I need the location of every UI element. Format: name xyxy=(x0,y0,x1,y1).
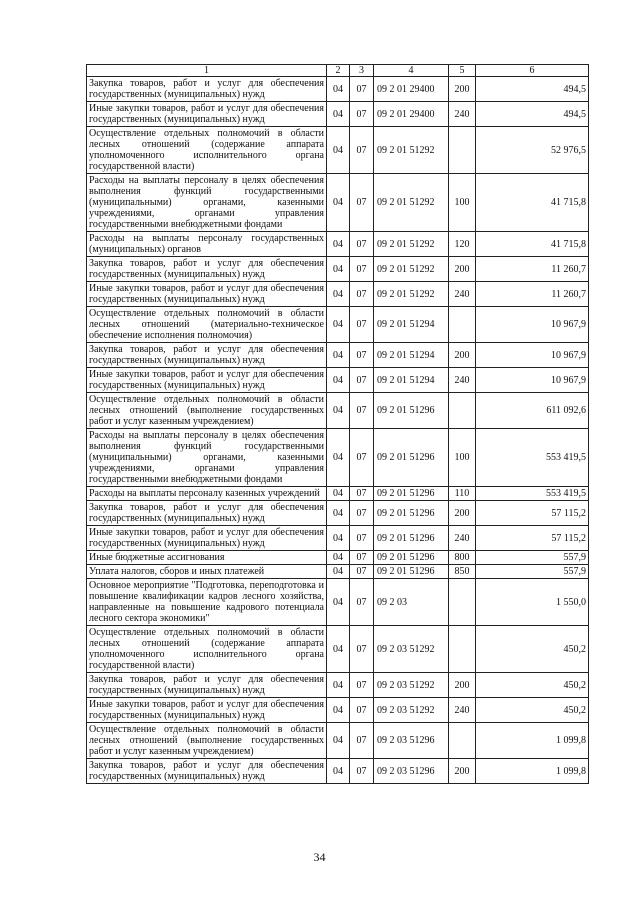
row-expense-type-cell: 200 xyxy=(449,77,476,102)
row-section-cell: 04 xyxy=(327,393,350,429)
page-number: 34 xyxy=(313,850,326,864)
row-section-cell: 04 xyxy=(327,257,350,282)
row-section-cell: 04 xyxy=(327,343,350,368)
table-row xyxy=(87,759,589,784)
row-target-article-cell: 09 2 01 51292 xyxy=(374,282,449,307)
row-subsection-cell: 07 xyxy=(350,673,374,698)
row-name-cell: Закупка товаров, работ и услуг для обеспечения государственных (муниципальных) нужд xyxy=(87,77,327,102)
column-header: 3 xyxy=(350,65,374,77)
table-row xyxy=(87,487,589,501)
row-section-cell: 04 xyxy=(327,565,350,579)
row-amount-cell: 450,2 xyxy=(476,698,589,723)
row-expense-type-cell xyxy=(449,393,476,429)
row-expense-type-cell: 200 xyxy=(449,257,476,282)
table-row xyxy=(87,551,589,565)
row-subsection-cell: 07 xyxy=(350,626,374,673)
row-subsection-cell: 07 xyxy=(350,579,374,626)
row-subsection-cell: 07 xyxy=(350,501,374,526)
row-amount-cell: 11 260,7 xyxy=(476,282,589,307)
row-subsection-cell: 07 xyxy=(350,343,374,368)
table-row xyxy=(87,393,589,429)
row-section-cell: 04 xyxy=(327,526,350,551)
table-row xyxy=(87,232,589,257)
row-section-cell: 04 xyxy=(327,698,350,723)
row-name-cell: Иные закупки товаров, работ и услуг для обеспечения государственных (муниципальных) нужд xyxy=(87,526,327,551)
row-target-article-cell: 09 2 01 51296 xyxy=(374,526,449,551)
row-target-article-cell: 09 2 03 51296 xyxy=(374,759,449,784)
table-row xyxy=(87,698,589,723)
row-target-article-cell: 09 2 01 51294 xyxy=(374,307,449,343)
table-row xyxy=(87,102,589,127)
row-name-cell: Основное мероприятие "Подготовка, переподготовка и повышение квалификации кадров лесного хозяйства, направленные на повышение кадрового потенциала лесного сектора экономики" xyxy=(87,579,327,626)
column-header: 6 xyxy=(476,65,589,77)
row-expense-type-cell xyxy=(449,626,476,673)
table-row xyxy=(87,673,589,698)
row-target-article-cell: 09 2 03 51292 xyxy=(374,626,449,673)
row-expense-type-cell: 100 xyxy=(449,174,476,232)
row-target-article-cell: 09 2 01 51294 xyxy=(374,368,449,393)
row-subsection-cell: 07 xyxy=(350,282,374,307)
row-subsection-cell: 07 xyxy=(350,723,374,759)
row-subsection-cell: 07 xyxy=(350,77,374,102)
row-expense-type-cell: 240 xyxy=(449,698,476,723)
row-section-cell: 04 xyxy=(327,723,350,759)
row-subsection-cell: 07 xyxy=(350,759,374,784)
table-row xyxy=(87,501,589,526)
table-row xyxy=(87,565,589,579)
row-name-cell: Осуществление отдельных полномочий в области лесных отношений (выполнение государственных работ и услуг казенным учреждением) xyxy=(87,723,327,759)
row-expense-type-cell: 200 xyxy=(449,501,476,526)
row-amount-cell: 611 092,6 xyxy=(476,393,589,429)
row-amount-cell: 1 099,8 xyxy=(476,723,589,759)
column-header: 2 xyxy=(327,65,350,77)
row-target-article-cell: 09 2 01 51292 xyxy=(374,127,449,174)
row-subsection-cell: 07 xyxy=(350,698,374,723)
row-section-cell: 04 xyxy=(327,501,350,526)
row-amount-cell: 10 967,9 xyxy=(476,307,589,343)
row-section-cell: 04 xyxy=(327,282,350,307)
row-name-cell: Закупка товаров, работ и услуг для обеспечения государственных (муниципальных) нужд xyxy=(87,501,327,526)
row-expense-type-cell: 240 xyxy=(449,102,476,127)
table-row xyxy=(87,343,589,368)
table-row xyxy=(87,174,589,232)
row-section-cell: 04 xyxy=(327,307,350,343)
row-section-cell: 04 xyxy=(327,487,350,501)
row-subsection-cell: 07 xyxy=(350,102,374,127)
row-section-cell: 04 xyxy=(327,579,350,626)
row-name-cell: Уплата налогов, сборов и иных платежей xyxy=(87,565,327,579)
row-subsection-cell: 07 xyxy=(350,565,374,579)
row-name-cell: Осуществление отдельных полномочий в области лесных отношений (выполнение государственных работ и услуг казенным учреждением) xyxy=(87,393,327,429)
row-amount-cell: 450,2 xyxy=(476,626,589,673)
row-amount-cell: 553 419,5 xyxy=(476,429,589,487)
row-target-article-cell: 09 2 03 51292 xyxy=(374,698,449,723)
row-section-cell: 04 xyxy=(327,174,350,232)
row-target-article-cell: 09 2 03 xyxy=(374,579,449,626)
row-section-cell: 04 xyxy=(327,673,350,698)
row-name-cell: Осуществление отдельных полномочий в области лесных отношений (материально-техническое обеспечение исполнения полномочия) xyxy=(87,307,327,343)
row-name-cell: Расходы на выплаты персоналу государственных (муниципальных) органов xyxy=(87,232,327,257)
column-header: 1 xyxy=(87,65,327,77)
row-target-article-cell: 09 2 01 29400 xyxy=(374,77,449,102)
row-subsection-cell: 07 xyxy=(350,551,374,565)
row-amount-cell: 10 967,9 xyxy=(476,343,589,368)
column-header: 4 xyxy=(374,65,449,77)
budget-table xyxy=(86,64,589,784)
row-target-article-cell: 09 2 01 51292 xyxy=(374,174,449,232)
row-amount-cell: 41 715,8 xyxy=(476,174,589,232)
row-expense-type-cell: 110 xyxy=(449,487,476,501)
row-name-cell: Осуществление отдельных полномочий в области лесных отношений (содержание аппарата уполномоченного исполнительного органа государственной власти) xyxy=(87,127,327,174)
row-amount-cell: 10 967,9 xyxy=(476,368,589,393)
row-expense-type-cell: 800 xyxy=(449,551,476,565)
row-expense-type-cell: 240 xyxy=(449,526,476,551)
row-amount-cell: 494,5 xyxy=(476,77,589,102)
row-expense-type-cell: 850 xyxy=(449,565,476,579)
row-target-article-cell: 09 2 03 51292 xyxy=(374,673,449,698)
row-name-cell: Иные бюджетные ассигнования xyxy=(87,551,327,565)
row-expense-type-cell: 100 xyxy=(449,429,476,487)
row-section-cell: 04 xyxy=(327,551,350,565)
row-section-cell: 04 xyxy=(327,626,350,673)
row-name-cell: Иные закупки товаров, работ и услуг для обеспечения государственных (муниципальных) нужд xyxy=(87,698,327,723)
row-target-article-cell: 09 2 01 29400 xyxy=(374,102,449,127)
row-target-article-cell: 09 2 01 51296 xyxy=(374,551,449,565)
row-target-article-cell: 09 2 01 51294 xyxy=(374,343,449,368)
row-subsection-cell: 07 xyxy=(350,487,374,501)
row-subsection-cell: 07 xyxy=(350,393,374,429)
row-name-cell: Расходы на выплаты персоналу казенных учреждений xyxy=(87,487,327,501)
row-section-cell: 04 xyxy=(327,102,350,127)
table-row xyxy=(87,368,589,393)
row-subsection-cell: 07 xyxy=(350,368,374,393)
row-target-article-cell: 09 2 01 51292 xyxy=(374,232,449,257)
row-amount-cell: 1 099,8 xyxy=(476,759,589,784)
row-section-cell: 04 xyxy=(327,77,350,102)
table-row xyxy=(87,526,589,551)
table-row xyxy=(87,723,589,759)
row-name-cell: Закупка товаров, работ и услуг для обеспечения государственных (муниципальных) нужд xyxy=(87,759,327,784)
row-expense-type-cell: 200 xyxy=(449,343,476,368)
row-name-cell: Закупка товаров, работ и услуг для обеспечения государственных (муниципальных) нужд xyxy=(87,257,327,282)
table-row xyxy=(87,77,589,102)
row-expense-type-cell: 120 xyxy=(449,232,476,257)
row-amount-cell: 494,5 xyxy=(476,102,589,127)
row-subsection-cell: 07 xyxy=(350,307,374,343)
row-target-article-cell: 09 2 03 51296 xyxy=(374,723,449,759)
row-target-article-cell: 09 2 01 51296 xyxy=(374,487,449,501)
row-amount-cell: 553 419,5 xyxy=(476,487,589,501)
row-section-cell: 04 xyxy=(327,127,350,174)
row-target-article-cell: 09 2 01 51296 xyxy=(374,429,449,487)
row-section-cell: 04 xyxy=(327,429,350,487)
row-amount-cell: 557,9 xyxy=(476,565,589,579)
table-row xyxy=(87,282,589,307)
row-subsection-cell: 07 xyxy=(350,526,374,551)
table-body xyxy=(87,65,589,784)
row-subsection-cell: 07 xyxy=(350,232,374,257)
column-header: 5 xyxy=(449,65,476,77)
table-row xyxy=(87,307,589,343)
row-target-article-cell: 09 2 01 51296 xyxy=(374,501,449,526)
row-target-article-cell: 09 2 01 51292 xyxy=(374,257,449,282)
row-name-cell: Закупка товаров, работ и услуг для обеспечения государственных (муниципальных) нужд xyxy=(87,343,327,368)
row-name-cell: Иные закупки товаров, работ и услуг для обеспечения государственных (муниципальных) нужд xyxy=(87,102,327,127)
row-name-cell: Расходы на выплаты персоналу в целях обеспечения выполнения функций государственными (муниципальными) органами, казенными учреждениями, органами управления государственными внебюджетными фондами xyxy=(87,429,327,487)
row-amount-cell: 557,9 xyxy=(476,551,589,565)
row-section-cell: 04 xyxy=(327,759,350,784)
row-expense-type-cell xyxy=(449,723,476,759)
row-amount-cell: 57 115,2 xyxy=(476,501,589,526)
row-expense-type-cell xyxy=(449,307,476,343)
row-name-cell: Расходы на выплаты персоналу в целях обеспечения выполнения функций государственными (муниципальными) органами, казенными учреждениями, органами управления государственными внебюджетными фондами xyxy=(87,174,327,232)
row-expense-type-cell xyxy=(449,127,476,174)
row-amount-cell: 1 550,0 xyxy=(476,579,589,626)
table-header-row xyxy=(87,65,589,77)
table-row xyxy=(87,257,589,282)
row-amount-cell: 57 115,2 xyxy=(476,526,589,551)
row-name-cell: Осуществление отдельных полномочий в области лесных отношений (содержание аппарата уполномоченного исполнительного органа государственной власти) xyxy=(87,626,327,673)
row-subsection-cell: 07 xyxy=(350,257,374,282)
table-row xyxy=(87,626,589,673)
row-section-cell: 04 xyxy=(327,368,350,393)
table-row xyxy=(87,429,589,487)
row-name-cell: Закупка товаров, работ и услуг для обеспечения государственных (муниципальных) нужд xyxy=(87,673,327,698)
row-expense-type-cell: 240 xyxy=(449,368,476,393)
row-expense-type-cell xyxy=(449,579,476,626)
row-expense-type-cell: 200 xyxy=(449,759,476,784)
row-expense-type-cell: 240 xyxy=(449,282,476,307)
table-row xyxy=(87,579,589,626)
row-subsection-cell: 07 xyxy=(350,429,374,487)
row-name-cell: Иные закупки товаров, работ и услуг для обеспечения государственных (муниципальных) нужд xyxy=(87,368,327,393)
row-section-cell: 04 xyxy=(327,232,350,257)
row-expense-type-cell: 200 xyxy=(449,673,476,698)
row-amount-cell: 450,2 xyxy=(476,673,589,698)
row-amount-cell: 11 260,7 xyxy=(476,257,589,282)
table-row xyxy=(87,127,589,174)
row-subsection-cell: 07 xyxy=(350,174,374,232)
row-subsection-cell: 07 xyxy=(350,127,374,174)
row-target-article-cell: 09 2 01 51296 xyxy=(374,393,449,429)
row-target-article-cell: 09 2 01 51296 xyxy=(374,565,449,579)
row-amount-cell: 52 976,5 xyxy=(476,127,589,174)
row-amount-cell: 41 715,8 xyxy=(476,232,589,257)
row-name-cell: Иные закупки товаров, работ и услуг для обеспечения государственных (муниципальных) нужд xyxy=(87,282,327,307)
